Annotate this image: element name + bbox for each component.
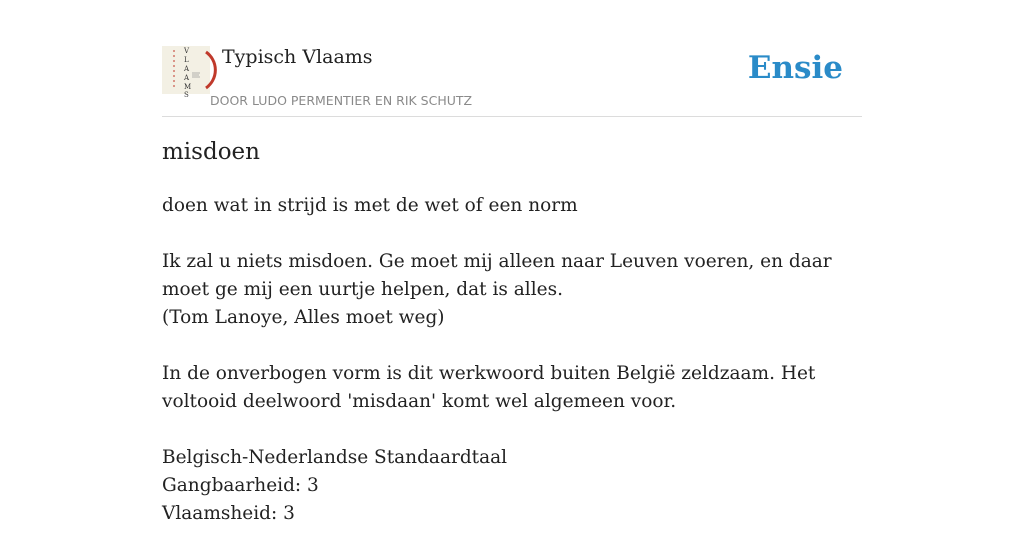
book-title[interactable]: Typisch Vlaams [222,46,373,68]
entry-meta [162,444,862,528]
entry-definition: doen wat in strijd is met de wet of een norm [162,195,578,216]
example-source: (Tom Lanoye, Alles moet weg) [162,307,445,328]
entry-vlaamsheid: Vlaamsheid: 3 [162,503,295,524]
svg-text:L: L [184,56,189,64]
book-cover-avatar[interactable] [162,46,210,99]
example-quote: Ik zal u niets misdoen. Ge moet mij alleen naar Leuven voeren, en daar moet ge mij een uurtje helpen, dat is alles. [162,251,832,300]
entry-content [162,192,862,556]
entry-category: Belgisch-Nederlandse Standaardtaal [162,447,508,468]
entry-gangbaarheid: Gangbaarheid: 3 [162,475,319,496]
svg-text:A: A [184,74,190,82]
entry-note: In de onverbogen vorm is dit werkwoord buiten België zeldzaam. Het voltooid deelwoord 'misdaan' komt wel algemeen voor. [162,363,816,412]
entry-example [162,248,862,332]
book-cover-icon [162,46,210,99]
svg-text:S: S [184,91,189,99]
site-header [162,40,862,117]
svg-text:A: A [184,65,190,73]
svg-text:M: M [184,83,192,91]
svg-text:V: V [184,47,190,55]
book-authors: DOOR LUDO PERMENTIER EN RIK SCHUTZ [210,93,473,108]
entry-title: misdoen [162,139,260,165]
ensie-logo-link[interactable]: Ensie [747,50,843,86]
